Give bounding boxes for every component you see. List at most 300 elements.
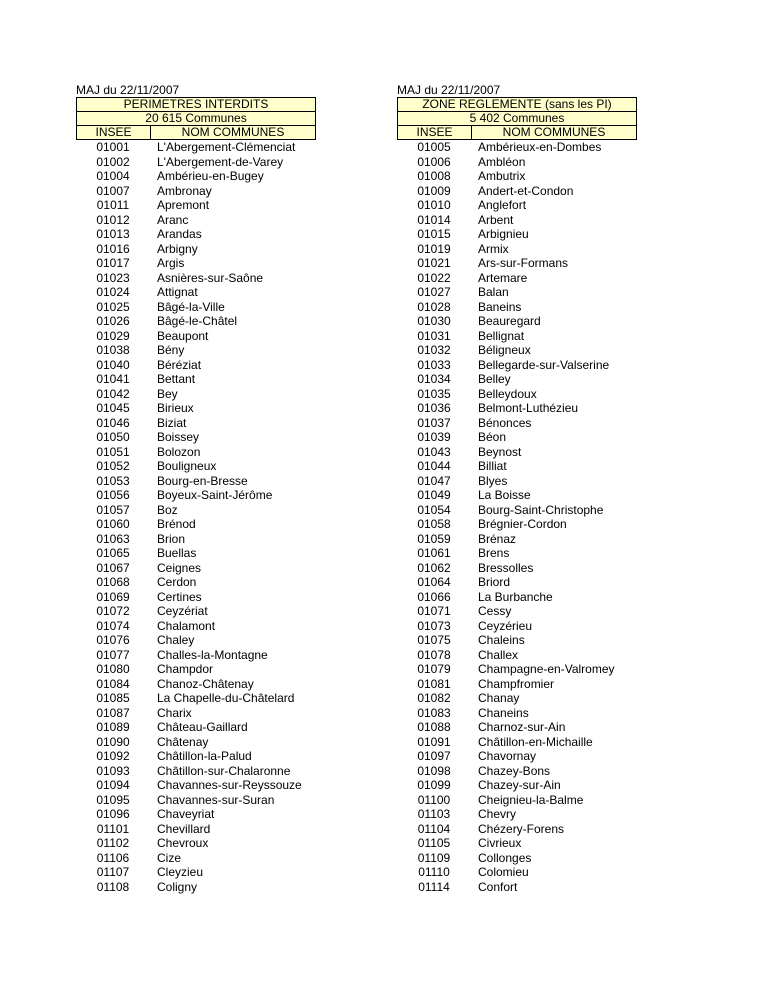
table-row (76, 155, 316, 170)
insee-code: 01090 (96, 734, 130, 749)
insee-code: 01051 (96, 444, 130, 459)
insee-code: 01045 (96, 401, 130, 415)
commune-name: Arbigny (157, 241, 198, 256)
table-row (76, 836, 316, 851)
insee-code: 01005 (417, 140, 451, 154)
commune-name: Belleydoux (478, 386, 537, 401)
commune-name: Anglefort (478, 198, 527, 212)
insee-code: 01024 (96, 285, 130, 299)
table-row (76, 285, 316, 300)
table-row (397, 184, 637, 199)
table-body (76, 140, 316, 894)
table-row (76, 459, 316, 474)
insee-code: 01027 (417, 285, 451, 299)
commune-name: Arandas (157, 227, 202, 241)
commune-name: Attignat (157, 285, 198, 299)
commune-name: Armix (478, 241, 509, 256)
commune-name: Bellegarde-sur-Valserine (478, 357, 610, 372)
table-row (397, 488, 637, 503)
commune-name: Ambronay (157, 183, 212, 198)
insee-code: 01026 (96, 314, 130, 328)
commune-name: Boyeux-Saint-Jérôme (157, 488, 273, 502)
commune-name: Biziat (157, 415, 187, 430)
table-row (397, 459, 637, 474)
insee-code: 01053 (96, 473, 130, 488)
commune-name: Coligny (157, 879, 198, 894)
insee-code: 01019 (417, 241, 451, 256)
left-table (76, 83, 316, 894)
insee-code: 01028 (417, 299, 451, 314)
commune-name: Chavannes-sur-Reyssouze (157, 778, 302, 792)
commune-name: Béon (478, 430, 507, 444)
table-row (76, 445, 316, 460)
commune-name: Chevry (478, 807, 517, 821)
table-row (76, 430, 316, 445)
commune-name: Chazey-sur-Ain (478, 778, 561, 792)
insee-code: 01103 (417, 807, 451, 821)
insee-code: 01105 (417, 836, 451, 850)
table-row (76, 561, 316, 576)
insee-code: 01088 (417, 720, 451, 734)
commune-name: Chevillard (157, 821, 211, 836)
insee-code: 01002 (96, 154, 130, 169)
commune-name: Birieux (157, 401, 194, 415)
commune-name: Chaleins (478, 633, 525, 647)
insee-code: 01064 (417, 575, 451, 589)
commune-name: Ambléon (478, 154, 526, 169)
commune-name: Chavornay (478, 749, 537, 763)
commune-name: Arbignieu (478, 227, 529, 241)
update-date: MAJ du 22/11/2007 (397, 83, 501, 97)
insee-code: 01083 (417, 705, 451, 720)
column-header-insee: INSEE (398, 126, 472, 139)
insee-code: 01098 (417, 763, 451, 778)
insee-code: 01065 (96, 546, 130, 560)
table-row (76, 387, 316, 402)
insee-code: 01107 (96, 865, 130, 879)
table-row (397, 372, 637, 387)
table-row (397, 561, 637, 576)
table-row (76, 256, 316, 271)
table-row (76, 822, 316, 837)
table-row (76, 778, 316, 793)
insee-code: 01062 (417, 560, 451, 575)
insee-code: 01014 (417, 212, 451, 227)
table-row (76, 590, 316, 605)
insee-code: 01042 (96, 386, 130, 401)
commune-name: Chavannes-sur-Suran (157, 792, 275, 807)
insee-code: 01101 (96, 821, 130, 836)
table-row (76, 169, 316, 184)
table-row (397, 735, 637, 750)
table-row (76, 662, 316, 677)
commune-name: Bolozon (157, 444, 201, 459)
commune-name: Artemare (478, 270, 528, 285)
commune-name: Beauregard (478, 314, 541, 328)
table-row (76, 372, 316, 387)
table-row (397, 604, 637, 619)
table-row (76, 546, 316, 561)
table-row (397, 256, 637, 271)
table-row (397, 198, 637, 213)
commune-name: Collonges (478, 850, 532, 865)
insee-code: 01057 (96, 502, 130, 517)
insee-code: 01015 (417, 227, 451, 241)
insee-code: 01067 (96, 560, 130, 575)
table-row (76, 401, 316, 416)
commune-name: Bâgé-le-Châtel (157, 314, 238, 328)
insee-code: 01010 (417, 198, 451, 212)
commune-name: Châtillon-sur-Chalaronne (157, 763, 291, 778)
insee-code: 01100 (417, 792, 451, 807)
table-row (76, 764, 316, 779)
commune-name: Beaupont (157, 328, 209, 343)
commune-name: Charnoz-sur-Ain (478, 720, 566, 734)
table-row (397, 430, 637, 445)
commune-name: Bellignat (478, 328, 525, 343)
commune-name: Billiat (478, 459, 507, 473)
commune-name: Ambérieu-en-Bugey (157, 169, 264, 183)
commune-name: La Boisse (478, 488, 531, 502)
commune-name: Bey (157, 386, 178, 401)
insee-code: 01095 (96, 792, 130, 807)
commune-name: Champfromier (478, 676, 555, 691)
commune-name: La Chapelle-du-Châtelard (157, 691, 295, 705)
table-row (76, 532, 316, 547)
table-row (397, 169, 637, 184)
insee-code: 01030 (417, 314, 451, 328)
commune-name: Colomieu (478, 865, 529, 879)
table-row (397, 546, 637, 561)
insee-code: 01074 (96, 618, 130, 633)
insee-code: 01041 (96, 372, 130, 386)
table-row (76, 604, 316, 619)
insee-code: 01102 (96, 836, 130, 850)
insee-code: 01109 (417, 850, 451, 865)
insee-code: 01035 (417, 386, 451, 401)
insee-code: 01004 (96, 169, 130, 183)
commune-name: Belley (478, 372, 511, 386)
commune-name: Cessy (478, 604, 512, 618)
table-row (397, 213, 637, 228)
table-row (397, 285, 637, 300)
insee-code: 01063 (96, 531, 130, 546)
table-row (397, 793, 637, 808)
table-row (397, 517, 637, 532)
table-row (397, 590, 637, 605)
commune-name: Bény (157, 343, 185, 357)
table-row (397, 880, 637, 895)
commune-name: La Burbanche (478, 589, 553, 604)
insee-code: 01022 (417, 270, 451, 285)
table-row (76, 271, 316, 286)
table-row (397, 401, 637, 416)
table-row (397, 865, 637, 880)
table-row (397, 836, 637, 851)
insee-code: 01001 (96, 140, 130, 154)
insee-code: 01089 (96, 720, 130, 734)
insee-code: 01087 (96, 705, 130, 720)
table-row (397, 416, 637, 431)
commune-count: 20 615 Communes (76, 111, 316, 126)
insee-code: 01106 (96, 850, 130, 865)
commune-name: Briord (478, 575, 511, 589)
commune-name: Chazey-Bons (478, 763, 551, 778)
commune-name: Brénaz (478, 531, 517, 546)
table-row (76, 343, 316, 358)
insee-code: 01071 (417, 604, 451, 618)
table-body (397, 140, 637, 894)
insee-code: 01081 (417, 676, 451, 691)
insee-code: 01094 (96, 778, 130, 792)
insee-code: 01012 (96, 212, 130, 227)
table-row (76, 807, 316, 822)
table-row (76, 648, 316, 663)
commune-name: Bressolles (478, 560, 534, 575)
commune-name: Aranc (157, 212, 189, 227)
insee-code: 01016 (96, 241, 130, 256)
table-row (76, 474, 316, 489)
insee-code: 01082 (417, 691, 451, 705)
column-header-name: NOM COMMUNES (502, 125, 606, 139)
insee-code: 01008 (417, 169, 451, 183)
insee-code: 01036 (417, 401, 451, 415)
table-row (397, 648, 637, 663)
table-row (76, 300, 316, 315)
commune-name: Chanoz-Châtenay (157, 676, 254, 691)
right-table (397, 83, 637, 894)
insee-code: 01040 (96, 357, 130, 372)
table-row (76, 865, 316, 880)
insee-code: 01058 (417, 517, 451, 531)
commune-name: Bourg-en-Bresse (157, 473, 248, 488)
commune-name: Chaveyriat (157, 807, 215, 821)
commune-name: Boz (157, 502, 178, 517)
commune-name: Chalamont (157, 618, 216, 633)
insee-code: 01084 (96, 676, 130, 691)
table-row (76, 735, 316, 750)
insee-code: 01006 (417, 154, 451, 169)
table-row (76, 575, 316, 590)
table-row (397, 619, 637, 634)
commune-name: Cheignieu-la-Balme (478, 792, 584, 807)
table-row (397, 227, 637, 242)
commune-name: Andert-et-Condon (478, 183, 574, 198)
insee-code: 01078 (417, 647, 451, 662)
insee-code: 01097 (417, 749, 451, 763)
table-row (76, 358, 316, 373)
insee-code: 01033 (417, 357, 451, 372)
table-row (397, 662, 637, 677)
table-row (76, 198, 316, 213)
insee-code: 01066 (417, 589, 451, 604)
table-row (397, 140, 637, 155)
table-row (76, 227, 316, 242)
insee-code: 01114 (418, 879, 450, 894)
commune-name: Baneins (478, 299, 522, 314)
table-row (76, 314, 316, 329)
commune-name: Chaley (157, 633, 195, 647)
commune-name: Apremont (157, 198, 210, 212)
table-row (397, 778, 637, 793)
insee-code: 01021 (417, 256, 451, 270)
insee-code: 01038 (96, 343, 130, 357)
insee-code: 01007 (96, 183, 130, 198)
table-row (397, 445, 637, 460)
commune-name: Cize (157, 850, 182, 865)
insee-code: 01061 (417, 546, 451, 560)
table-row (76, 503, 316, 518)
insee-code: 01072 (96, 604, 130, 618)
table-row (76, 677, 316, 692)
commune-name: L'Abergement-de-Varey (157, 154, 284, 169)
insee-code: 01039 (417, 430, 451, 444)
insee-code: 01017 (96, 256, 130, 270)
table-row (76, 242, 316, 257)
commune-name: Ceignes (157, 560, 202, 575)
table-row (397, 633, 637, 648)
commune-name: Beynost (478, 444, 522, 459)
commune-name: Cerdon (157, 575, 197, 589)
column-header-name: NOM COMMUNES (181, 125, 285, 139)
commune-name: Belmont-Luthézieu (478, 401, 579, 415)
insee-code: 01032 (417, 343, 451, 357)
insee-code: 01013 (96, 227, 130, 241)
insee-code: 01023 (96, 270, 130, 285)
insee-code: 01009 (417, 183, 451, 198)
insee-code: 01110 (418, 865, 450, 879)
table-row (397, 271, 637, 286)
insee-code: 01077 (96, 647, 130, 662)
insee-code: 01092 (96, 749, 130, 763)
table-row (397, 706, 637, 721)
commune-name: Brégnier-Cordon (478, 517, 567, 531)
table-row (76, 329, 316, 344)
commune-name: Brénod (157, 517, 196, 531)
table-row (397, 343, 637, 358)
table-row (397, 851, 637, 866)
table-row (397, 242, 637, 257)
commune-name: Challes-la-Montagne (157, 647, 268, 662)
insee-code: 01044 (417, 459, 451, 473)
commune-name: Champagne-en-Valromey (478, 662, 615, 676)
table-row (76, 793, 316, 808)
insee-code: 01011 (96, 198, 130, 212)
table-row (397, 474, 637, 489)
commune-name: Châtillon-la-Palud (157, 749, 252, 763)
commune-name: Challex (478, 647, 519, 662)
insee-code: 01029 (96, 328, 130, 343)
commune-name: Châtillon-en-Michaille (478, 734, 593, 749)
table-row (397, 314, 637, 329)
table-row (397, 532, 637, 547)
table-row (76, 706, 316, 721)
commune-name: Ambérieux-en-Dombes (478, 140, 602, 154)
insee-code: 01079 (417, 662, 451, 676)
commune-name: Ceyzérieu (478, 618, 533, 633)
table-row (397, 300, 637, 315)
table-title: ZONE REGLEMENTE (sans les PI) (397, 97, 637, 112)
table-row (76, 749, 316, 764)
insee-code: 01091 (417, 734, 451, 749)
insee-code: 01052 (96, 459, 130, 473)
table-row (397, 155, 637, 170)
insee-code: 01069 (96, 589, 130, 604)
commune-name: Brion (157, 531, 186, 546)
insee-code: 01096 (96, 807, 130, 821)
insee-code: 01068 (96, 575, 130, 589)
commune-name: Civrieux (478, 836, 522, 850)
insee-code: 01050 (96, 430, 130, 444)
commune-count: 5 402 Communes (397, 111, 637, 126)
insee-code: 01073 (417, 618, 451, 633)
insee-code: 01075 (417, 633, 451, 647)
table-row (76, 633, 316, 648)
commune-name: Bâgé-la-Ville (157, 299, 225, 314)
commune-name: Bénonces (478, 415, 532, 430)
insee-code: 01060 (96, 517, 130, 531)
table-row (76, 720, 316, 735)
insee-code: 01056 (96, 488, 130, 502)
commune-name: Confort (478, 879, 518, 894)
commune-name: Châtenay (157, 734, 209, 749)
insee-code: 01093 (96, 763, 130, 778)
table-row (76, 619, 316, 634)
commune-name: Certines (157, 589, 202, 604)
table-row (397, 691, 637, 706)
commune-name: Arbent (478, 212, 514, 227)
table-row (397, 807, 637, 822)
commune-name: Asnières-sur-Saône (157, 270, 264, 285)
table-row (397, 677, 637, 692)
commune-name: Buellas (157, 546, 197, 560)
commune-name: Boissey (157, 430, 200, 444)
column-headers (76, 125, 316, 140)
table-row (397, 720, 637, 735)
insee-code: 01108 (96, 879, 130, 894)
table-row (397, 358, 637, 373)
insee-code: 01037 (417, 415, 451, 430)
insee-code: 01034 (417, 372, 451, 386)
table-row (397, 387, 637, 402)
commune-name: Ars-sur-Formans (478, 256, 569, 270)
commune-name: Chevroux (157, 836, 209, 850)
commune-name: Béréziat (157, 357, 202, 372)
commune-name: Argis (157, 256, 185, 270)
insee-code: 01046 (96, 415, 130, 430)
insee-code: 01054 (417, 502, 451, 517)
commune-name: Charix (157, 705, 192, 720)
table-row (397, 764, 637, 779)
commune-name: L'Abergement-Clémenciat (157, 140, 296, 154)
table-row (76, 488, 316, 503)
table-row (76, 517, 316, 532)
table-row (397, 749, 637, 764)
table-row (397, 329, 637, 344)
commune-name: Blyes (478, 473, 508, 488)
commune-name: Béligneux (478, 343, 531, 357)
table-row (397, 822, 637, 837)
insee-code: 01031 (417, 328, 451, 343)
insee-code: 01099 (417, 778, 451, 792)
insee-code: 01085 (96, 691, 130, 705)
commune-name: Château-Gaillard (157, 720, 248, 734)
commune-name: Chaneins (478, 705, 529, 720)
commune-name: Bourg-Saint-Christophe (478, 502, 604, 517)
column-headers (397, 125, 637, 140)
insee-code: 01025 (96, 299, 130, 314)
table-row (76, 851, 316, 866)
